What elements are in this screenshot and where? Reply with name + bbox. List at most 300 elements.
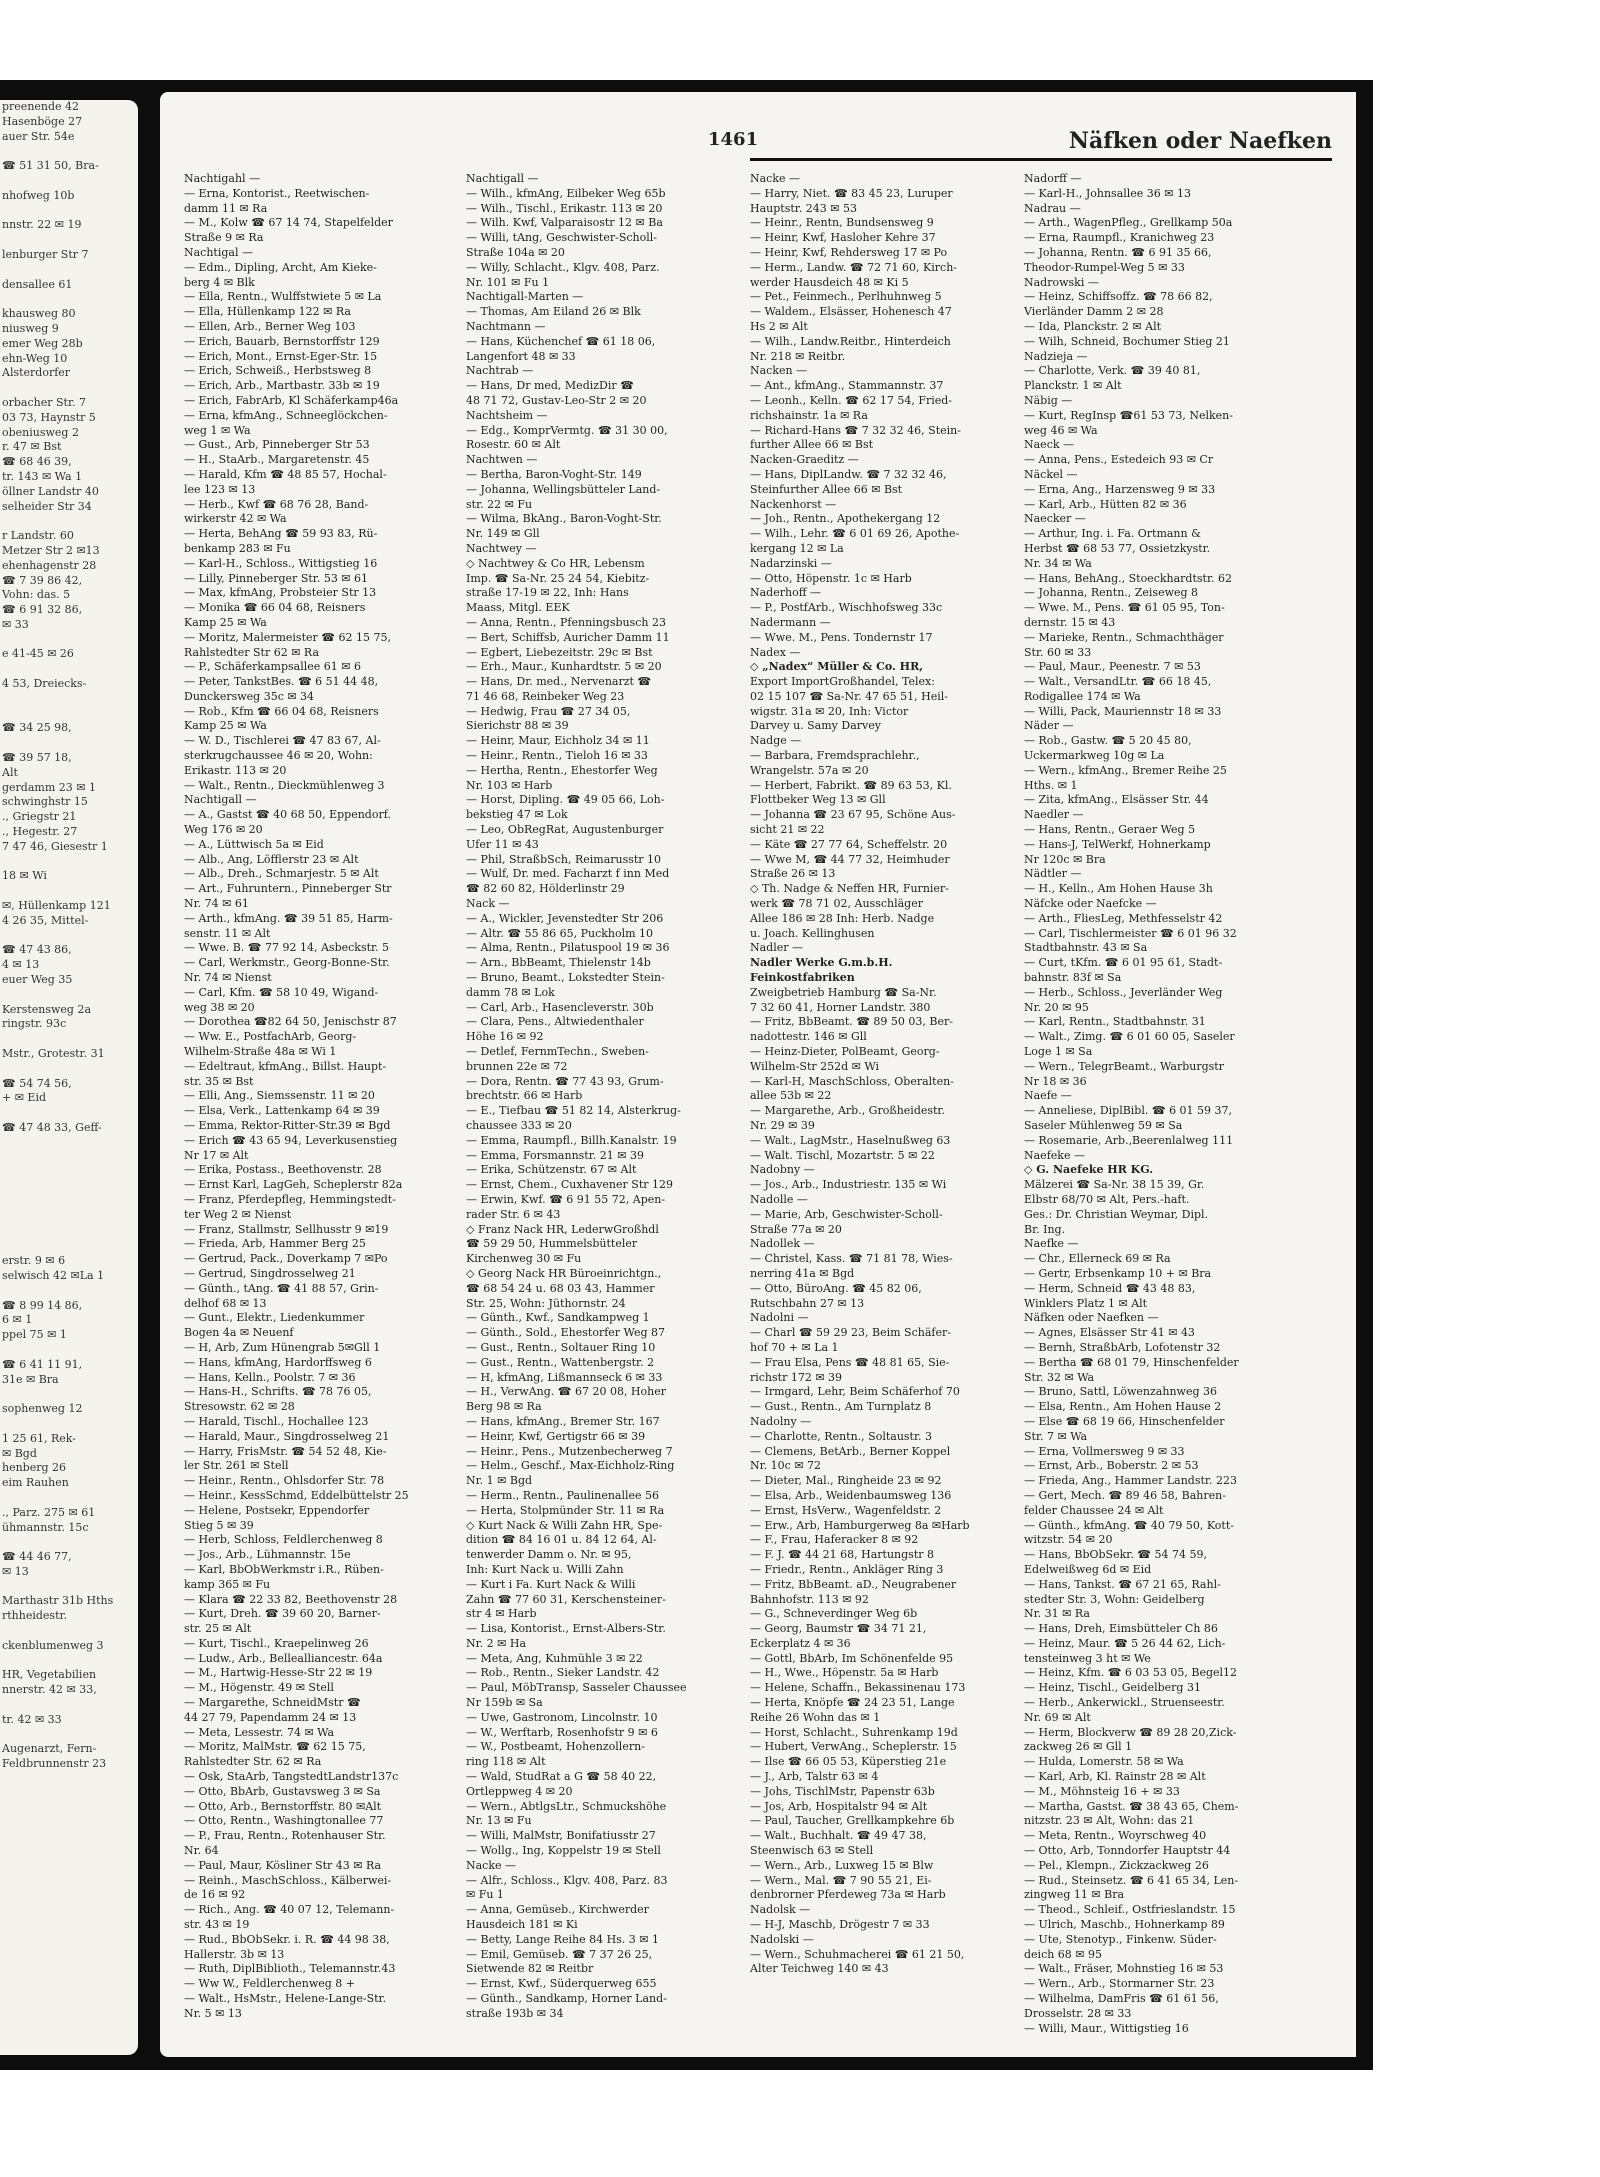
directory-line: Elbstr 68/70 ✉ Alt, Pers.-haft.: [1024, 1192, 1190, 1206]
directory-line: — Edeltraut, kfmAng., Billst. Haupt-: [184, 1059, 387, 1073]
directory-line: — Wilhelma, DamFris ☎ 61 61 56,: [1024, 1992, 1219, 2006]
directory-line: — Margarethe, SchneidMstr ☎: [184, 1696, 361, 1710]
directory-line: — E., Tiefbau ☎ 51 82 14, Alsterkrug-: [466, 1104, 681, 1118]
directory-line: ◇ Nachtwey & Co HR, Lebensm: [466, 556, 645, 570]
left-page-line: [0, 144, 138, 159]
left-page-line: r. 47 ✉ Bst: [2, 440, 62, 454]
left-page-line: Hasenböge 27: [2, 114, 83, 128]
directory-line: Darvey u. Samy Darvey: [750, 719, 881, 733]
directory-line: Nr. 64: [184, 1844, 219, 1858]
directory-line: — Dora, Rentn. ☎ 77 43 93, Grum-: [466, 1074, 664, 1088]
left-page-line: 31e ✉ Bra: [2, 1372, 59, 1386]
directory-line: Rosestr. 60 ✉ Alt: [466, 438, 561, 452]
directory-line: Theodor-Rumpel-Weg 5 ✉ 33: [1024, 260, 1185, 274]
directory-line: Zweigbetrieb Hamburg ☎ Sa-Nr.: [750, 985, 937, 999]
directory-line: Eckerplatz 4 ✉ 36: [750, 1636, 851, 1650]
directory-line: — Hans-J, TelWerkf, Hohnerkamp: [1024, 837, 1211, 851]
directory-line: — Erwin, Kwf. ☎ 6 91 55 72, Apen-: [466, 1192, 666, 1206]
directory-line: — Hulda, Lomerstr. 58 ✉ Wa: [1024, 1755, 1184, 1769]
directory-line: — Jos., Arb., Lühmannstr. 15e: [184, 1548, 351, 1562]
left-page-line: [0, 633, 138, 648]
directory-line: — Günth., kfmAng. ☎ 40 79 50, Kott-: [1024, 1518, 1234, 1532]
directory-line: — Rob., Kfm ☎ 66 04 68, Reisners: [184, 704, 379, 718]
directory-line: — Herm., Rentn., Paulinenallee 56: [466, 1488, 660, 1502]
directory-line: Nackenhorst —: [750, 497, 837, 511]
left-page-line: [0, 514, 138, 529]
directory-line: — P., Frau, Rentn., Rotenhauser Str.: [184, 1829, 386, 1843]
directory-line: — Walt., Rentn., Dieckmühlenweg 3: [184, 778, 385, 792]
directory-line: — Emma, Rektor-Ritter-Str.39 ✉ Bgd: [184, 1119, 391, 1132]
directory-line: — Heinr, Kwf, Rehdersweg 17 ✉ Po: [750, 245, 948, 259]
directory-line: Hallerstr. 3b ✉ 13: [184, 1947, 285, 1961]
directory-line: — Ella, Hüllenkamp 122 ✉ Ra: [184, 305, 351, 319]
directory-line: — Arthur, Ing. i. Fa. Ortmann &: [1024, 527, 1201, 541]
directory-line: — Heinz, Schiffsoffz. ☎ 78 66 82,: [1024, 290, 1213, 304]
directory-line: — Erich, Arb., Martbastr. 33b ✉ 19: [184, 379, 380, 393]
directory-line: Weg 176 ✉ 20: [184, 823, 263, 837]
directory-line: — Paul, Taucher, Grellkampkehre 6b: [750, 1814, 955, 1828]
directory-line: — Walt., Fräser, Mohnstieg 16 ✉ 53: [1024, 1962, 1224, 1976]
directory-line: — Karl-H., Johnsallee 36 ✉ 13: [1024, 186, 1192, 200]
directory-line: — Ant., kfmAng., Stammannstr. 37: [750, 379, 944, 393]
directory-line: — Horst, Schlacht., Suhrenkamp 19d: [750, 1725, 958, 1739]
directory-line: — Willy, Schlacht., Klgv. 408, Parz.: [466, 260, 660, 274]
directory-line: Loge 1 ✉ Sa: [1024, 1045, 1093, 1059]
running-title: Näfken oder Naefken: [1068, 128, 1332, 154]
directory-line: Naefke —: [1024, 1237, 1079, 1251]
directory-line: — Kurt, RegInsp ☎61 53 73, Nelken-: [1024, 408, 1233, 422]
directory-line: — Gertrud, Pack., Doverkamp 7 ✉Po: [184, 1252, 388, 1266]
directory-line: str. 25 ✉ Alt: [184, 1622, 252, 1636]
directory-line: — Emma, Forsmannstr. 21 ✉ 39: [466, 1148, 644, 1162]
directory-line: — Erich, Mont., Ernst-Eger-Str. 15: [184, 349, 378, 363]
directory-line: 48 71 72, Gustav-Leo-Str 2 ✉ 20: [466, 393, 647, 407]
directory-line: ter Weg 2 ✉ Nienst: [184, 1207, 292, 1221]
directory-line: Nr. 218 ✉ Reitbr.: [750, 349, 846, 363]
directory-line: Naecker —: [1024, 512, 1086, 526]
directory-line: — Anna, Gemüseb., Kirchwerder: [466, 1903, 649, 1917]
directory-line: — H., Kelln., Am Hohen Hause 3h: [1024, 882, 1213, 896]
directory-line: Bogen 4a ✉ Neuenf: [184, 1326, 294, 1340]
left-page-line: [0, 1698, 138, 1713]
directory-line: — Wern., kfmAng., Bremer Reihe 25: [1024, 763, 1227, 777]
directory-line: — Otto, Höpenstr. 1c ✉ Harb: [750, 571, 912, 585]
left-page-line: ☎ 54 74 56,: [2, 1076, 72, 1090]
directory-line: — Frau Elsa, Pens ☎ 48 81 65, Sie-: [750, 1355, 950, 1369]
directory-line: — Karl, BbObWerkmstr i.R., Rüben-: [184, 1562, 384, 1576]
directory-line: — Ernst Karl, LagGeh, Scheplerstr 82a: [184, 1178, 403, 1192]
directory-line: — Harald, Maur., Singdrosselweg 21: [184, 1429, 390, 1443]
directory-line: Nadollek —: [750, 1237, 815, 1251]
left-page-line: Alsterdorfer: [2, 366, 71, 380]
left-page-line: r Landstr. 60: [2, 529, 74, 543]
directory-line: — Franz, Stallmstr, Sellhusstr 9 ✉19: [184, 1222, 389, 1236]
directory-line: — Arth., WagenPfleg., Grellkamp 50a: [1024, 216, 1233, 230]
directory-line: Nachtigal —: [184, 245, 253, 259]
left-page-line: [0, 884, 138, 899]
directory-line: richshainstr. 1a ✉ Ra: [750, 408, 868, 422]
directory-line: — Wern., Schuhmacherei ☎ 61 21 50,: [750, 1947, 965, 1961]
directory-line: benkamp 283 ✉ Fu: [184, 541, 291, 555]
left-page-line: gerdamm 23 ✉ 1: [2, 780, 96, 794]
directory-line: — Ella, Rentn., Wulffstwiete 5 ✉ La: [184, 290, 382, 304]
directory-line: Export ImportGroßhandel, Telex:: [750, 675, 935, 689]
directory-line: — Carl, Tischlermeister ☎ 6 01 96 32: [1024, 926, 1237, 940]
left-page-line: ehn-Weg 10: [2, 351, 68, 365]
left-page-line: öllner Landstr 40: [2, 484, 99, 498]
left-page-line: Mstr., Grotestr. 31: [2, 1047, 105, 1060]
directory-line: — Hans, BehAng., Stoeckhardtstr. 62: [1024, 571, 1232, 585]
directory-line: — Wilh., Landw.Reitbr., Hinterdeich: [750, 334, 951, 348]
directory-line: — Wwe. B. ☎ 77 92 14, Asbeckstr. 5: [184, 941, 390, 955]
left-page-line: [0, 1535, 138, 1550]
directory-line: — M., Hartwig-Hesse-Str 22 ✉ 19: [184, 1666, 373, 1680]
directory-line: Zahn ☎ 77 60 31, Kerschensteiner-: [466, 1592, 666, 1606]
left-page-line: 1 25 61, Rek-: [2, 1431, 76, 1445]
directory-line: Straße 26 ✉ 13: [750, 867, 836, 881]
directory-line: — Ilse ☎ 66 05 53, Küperstieg 21e: [750, 1755, 947, 1769]
left-page-line: ringstr. 93c: [2, 1017, 67, 1031]
directory-line: — Hans, BbObSekr. ☎ 54 74 59,: [1024, 1548, 1207, 1562]
directory-line: — Karl, Rentn., Stadtbahnstr. 31: [1024, 1015, 1206, 1029]
directory-line: nerring 41a ✉ Bgd: [750, 1266, 855, 1280]
directory-line: — Günth., tAng. ☎ 41 88 57, Grin-: [184, 1281, 379, 1295]
directory-line: — Bruno, Sattl, Löwenzahnweg 36: [1024, 1385, 1217, 1399]
directory-line: — Margarethe, Arb., Großheidestr.: [750, 1104, 945, 1118]
left-page-line: selwisch 42 ✉La 1: [2, 1268, 105, 1282]
directory-line: — Arth., kfmAng. ☎ 39 51 85, Harm-: [184, 911, 393, 925]
directory-line: — Walt., HsMstr., Helene-Lange-Str.: [184, 1992, 387, 2006]
directory-line: — Franz, Pferdepfleg, Hemmingstedt-: [184, 1192, 396, 1206]
left-page-line: Marthastr 31b Hths: [2, 1594, 114, 1608]
directory-line: Nr. 103 ✉ Harb: [466, 778, 553, 792]
directory-line: — Rud., BbObSekr. i. R. ☎ 44 98 38,: [184, 1932, 390, 1946]
left-page-line: orbacher Str. 7: [2, 395, 86, 409]
directory-line: Nr. 149 ✉ Gll: [466, 527, 540, 541]
directory-line: — Georg, Baumstr ☎ 34 71 21,: [750, 1622, 927, 1636]
directory-line: — Heinr., Rentn., Ohlsdorfer Str. 78: [184, 1474, 385, 1488]
directory-line: — H., VerwAng. ☎ 67 20 08, Hoher: [466, 1385, 667, 1399]
directory-line: — Alb., Ang, Löfflerstr 23 ✉ Alt: [184, 852, 359, 866]
directory-line: — Elsa, Arb., Weidenbaumsweg 136: [750, 1488, 952, 1502]
directory-line: — M., Kolw ☎ 67 14 74, Stapelfelder: [184, 216, 393, 230]
left-page-line: 03 73, Haynstr 5: [2, 410, 96, 424]
left-page-line: ., Hegestr. 27: [2, 825, 78, 839]
directory-line: Berg 98 ✉ Ra: [466, 1400, 542, 1414]
directory-line: — Hans, Tankst. ☎ 67 21 65, Rahl-: [1024, 1577, 1221, 1591]
directory-line: — Hans, kfmAng, Hardorffsweg 6: [184, 1355, 372, 1369]
directory-line: Alter Teichweg 140 ✉ 43: [750, 1962, 889, 1976]
directory-line: — Gottl, BbArb, Im Schönenfelde 95: [750, 1651, 954, 1665]
directory-line: Feinkostfabriken: [750, 971, 855, 985]
directory-line: — Marieke, Rentn., Schmachthäger: [1024, 630, 1224, 644]
directory-line: ☎ 82 60 82, Hölderlinstr 29: [466, 882, 625, 896]
directory-line: — Zita, kfmAng., Elsässer Str. 44: [1024, 793, 1209, 807]
left-page-line: [0, 233, 138, 248]
directory-line: — Hertha, Rentn., Ehestorfer Weg: [466, 763, 658, 777]
directory-line: — Dorothea ☎82 64 50, Jenischstr 87: [184, 1015, 397, 1029]
directory-line: brunnen 22e ✉ 72: [466, 1059, 568, 1073]
directory-line: tensteinweg 3 ht ✉ We: [1024, 1651, 1151, 1665]
directory-line: — Heinr, Maur, Eichholz 34 ✉ 11: [466, 734, 650, 748]
directory-line: — Meta, Rentn., Woyrschweg 40: [1024, 1829, 1207, 1843]
left-page-line: [0, 1136, 138, 1151]
directory-line: richstr 172 ✉ 39: [750, 1370, 843, 1384]
left-page-line: 6 ✉ 1: [2, 1313, 33, 1327]
directory-line: — Jos., Arb., Industriestr. 135 ✉ Wi: [750, 1178, 947, 1192]
left-page-line: [0, 662, 138, 677]
directory-line: — A., Lüttwisch 5a ✉ Eid: [184, 837, 324, 851]
directory-line: Dunckersweg 35c ✉ 34: [184, 689, 315, 703]
directory-line: 02 15 107 ☎ Sa-Nr. 47 65 51, Heil-: [750, 689, 948, 703]
directory-line: Nadler —: [750, 941, 804, 955]
left-page-line: [0, 1180, 138, 1195]
directory-line: — Klara ☎ 22 33 82, Beethovenstr 28: [184, 1592, 398, 1606]
directory-line: u. Joach. Kellinghusen: [750, 926, 875, 940]
directory-line: tenwerder Damm o. Nr. ✉ 95,: [466, 1548, 632, 1562]
column-1: [184, 172, 449, 2052]
directory-line: — Anna, Pens., Estedeich 93 ✉ Cr: [1024, 453, 1214, 467]
directory-line: — M., Möhnsteig 16 + ✉ 33: [1024, 1784, 1180, 1798]
directory-line: Maass, Mitgl. EEK: [466, 601, 570, 615]
directory-line: Nacken —: [750, 364, 808, 378]
left-page-line: tr. 42 ✉ 33: [2, 1712, 62, 1726]
left-page-line: [0, 1239, 138, 1254]
left-page-line: ☎ 34 25 98,: [2, 721, 72, 735]
directory-line: — Willi, Pack, Mauriennstr 18 ✉ 33: [1024, 704, 1222, 718]
left-page-line: lenburger Str 7: [2, 247, 89, 261]
directory-line: — Betty, Lange Reihe 84 Hs. 3 ✉ 1: [466, 1932, 660, 1946]
directory-line: Nr. 74 ✉ 61: [184, 897, 249, 911]
directory-line: — Anna, Rentn., Pfenningsbusch 23: [466, 615, 666, 629]
left-page-line: ☎ 39 57 18,: [2, 751, 72, 765]
left-page-line: ☎ 47 48 33, Geff-: [2, 1120, 102, 1134]
left-page-line: ☎ 51 31 50, Bra-: [2, 159, 99, 173]
left-page-line: e 41-45 ✉ 26: [2, 647, 74, 661]
directory-line: — Else ☎ 68 19 66, Hinschenfelder: [1024, 1414, 1225, 1428]
directory-line: — Charl ☎ 59 29 23, Beim Schäfer-: [750, 1326, 951, 1340]
directory-line: — A., Gastst ☎ 40 68 50, Eppendorf.: [184, 808, 391, 822]
directory-line: — Wern., Mal. ☎ 7 90 55 21, Ei-: [750, 1873, 932, 1887]
left-page-line: densallee 61: [2, 277, 73, 291]
directory-line: — Theod., Schleif., Ostfrieslandstr. 15: [1024, 1903, 1236, 1917]
directory-line: — Bertha, Baron-Voght-Str. 149: [466, 467, 642, 481]
directory-line: Mälzerei ☎ Sa-Nr. 38 15 39, Gr.: [1024, 1178, 1205, 1192]
directory-line: — Wern., Arb., Stormarner Str. 23: [1024, 1977, 1215, 1991]
directory-line: Nr. 5 ✉ 13: [184, 2006, 242, 2020]
directory-line: — Gust., Rentn., Wattenbergstr. 2: [466, 1355, 655, 1369]
directory-line: — Horst, Dipling. ☎ 49 05 66, Loh-: [466, 793, 665, 807]
directory-line: Nr. 20 ✉ 95: [1024, 1000, 1089, 1014]
directory-line: Stieg 5 ✉ 39: [184, 1518, 254, 1532]
directory-line: Näckel —: [1024, 467, 1078, 481]
directory-line: senstr. 11 ✉ Alt: [184, 926, 271, 940]
directory-line: — Helene, Postsekr, Eppendorfer: [184, 1503, 370, 1517]
left-page-line: [0, 1343, 138, 1358]
directory-line: Nr. 31 ✉ Ra: [1024, 1607, 1090, 1621]
directory-line: — Willi, MalMstr, Bonifatiusstr 27: [466, 1829, 656, 1843]
directory-line: — Peter, TankstBes. ☎ 6 51 44 48,: [184, 675, 379, 689]
directory-line: — Erw., Arb, Hamburgerweg 8a ✉Harb: [750, 1518, 970, 1532]
directory-line: — Wald, StudRat a G ☎ 58 40 22,: [466, 1770, 657, 1784]
directory-line: — Erna, Ang., Harzensweg 9 ✉ 33: [1024, 482, 1216, 496]
directory-line: — Hans, Kelln., Poolstr. 7 ✉ 36: [184, 1370, 356, 1384]
directory-line: Nr. 13 ✉ Fu: [466, 1814, 532, 1828]
directory-line: 44 27 79, Papendamm 24 ✉ 13: [184, 1710, 357, 1724]
page-header: [160, 92, 1356, 156]
directory-line: — Günth., Sold., Ehestorfer Weg 87: [466, 1326, 666, 1340]
directory-line: — Bruno, Beamt., Lokstedter Stein-: [466, 971, 665, 985]
directory-line: — Walt., VersandLtr. ☎ 66 18 45,: [1024, 675, 1212, 689]
directory-line: — Barbara, Fremdsprachlehr.,: [750, 749, 920, 763]
left-page-line: [0, 1284, 138, 1299]
directory-line: 7 32 60 41, Horner Landstr. 380: [750, 1000, 931, 1014]
directory-line: deich 68 ✉ 95: [1024, 1947, 1103, 1961]
directory-line: — Hedwig, Frau ☎ 27 34 05,: [466, 704, 631, 718]
directory-line: — Heinr., KessSchmd, Eddelbüttelstr 25: [184, 1488, 409, 1502]
directory-line: — Phil, StraßbSch, Reimarusstr 10: [466, 852, 662, 866]
column-4: [1024, 172, 1334, 2052]
directory-line: — Marie, Arb, Geschwister-Scholl-: [750, 1207, 943, 1221]
directory-line: — Carl, Werkmstr., Georg-Bonne-Str.: [184, 956, 390, 970]
directory-line: — Heinz, Maur. ☎ 5 26 44 62, Lich-: [1024, 1636, 1226, 1650]
directory-line: Kamp 25 ✉ Wa: [184, 719, 267, 733]
directory-line: — Joh., Rentn., Apothekergang 12: [750, 512, 941, 526]
directory-line: — Rosemarie, Arb.,Beerenlalweg 111: [1024, 1133, 1234, 1147]
left-page-line: Augenarzt, Fern-: [2, 1742, 97, 1756]
directory-line: — Günth., Sandkamp, Horner Land-: [466, 1992, 667, 2006]
directory-line: Nr. 101 ✉ Fu 1: [466, 275, 550, 289]
left-page-line: niusweg 9: [2, 321, 59, 335]
directory-line: — Erich, Schweiß., Herbstsweg 8: [184, 364, 372, 378]
directory-line: — Meta, Ang, Kuhmühle 3 ✉ 22: [466, 1651, 643, 1665]
directory-line: — H., StaArb., Margaretenstr. 45: [184, 453, 370, 467]
left-page-line: ☎ 8 99 14 86,: [2, 1298, 83, 1312]
directory-line: — Ww W., Feldlerchenweg 8 +: [184, 1977, 355, 1991]
directory-line: Naedler —: [1024, 808, 1084, 822]
directory-line: — Alb., Dreh., Schmarjestr. 5 ✉ Alt: [184, 867, 379, 881]
directory-line: Erikastr. 113 ✉ 20: [184, 763, 287, 777]
left-page-line: henberg 26: [2, 1461, 67, 1475]
directory-line: — Heinz-Dieter, PolBeamt, Georg-: [750, 1045, 940, 1059]
directory-line: Nadorff —: [1024, 172, 1082, 185]
directory-line: — Carl, Kfm. ☎ 58 10 49, Wigand-: [184, 985, 379, 999]
directory-line: rader Str. 6 ✉ 43: [466, 1207, 561, 1221]
directory-line: — Uwe, Gastronom, Lincolnstr. 10: [466, 1710, 658, 1724]
directory-line: — Thomas, Am Eiland 26 ✉ Blk: [466, 305, 641, 319]
directory-line: — Charlotte, Rentn., Soltaustr. 3: [750, 1429, 933, 1443]
left-page-line: ckenblumenweg 3: [2, 1638, 104, 1652]
directory-line: Naefe —: [1024, 1089, 1072, 1103]
directory-line: Wrangelstr. 57a ✉ 20: [750, 763, 869, 777]
directory-line: — Wern., AbtlgsLtr., Schmuckshöhe: [466, 1799, 667, 1813]
left-page-line: emer Weg 28b: [2, 336, 83, 350]
left-page-line: selheider Str 34: [2, 499, 92, 513]
directory-line: — Waldem., Elsässer, Hohenesch 47: [750, 305, 952, 319]
left-page-text: [0, 100, 138, 1772]
directory-line: Nädtler —: [1024, 867, 1082, 881]
left-page-line: ehenhagenstr 28: [2, 558, 97, 572]
directory-line: — Herb, Schloss, Feldlerchenweg 8: [184, 1533, 383, 1547]
column-3: [750, 172, 1020, 2052]
directory-line: Uckermarkweg 10g ✉ La: [1024, 749, 1165, 763]
directory-line: — Johanna, Wellingsbütteler Land-: [466, 482, 661, 496]
directory-line: Nachtigall —: [184, 793, 257, 807]
directory-line: — F., Frau, Haferacker 8 ✉ 92: [750, 1533, 919, 1547]
directory-line: — Reinh., MaschSchloss., Kälberwei-: [184, 1873, 392, 1887]
left-page-line: [0, 1624, 138, 1639]
directory-line: — Erika, Postass., Beethovenstr. 28: [184, 1163, 382, 1177]
directory-line: Rahlstedter Str. 62 ✉ Ra: [184, 1755, 322, 1769]
directory-line: sterkrugchaussee 46 ✉ 20, Wohn:: [184, 749, 373, 763]
directory-line: Nr. 74 ✉ Nienst: [184, 971, 272, 985]
directory-line: — Hans, Dr med, MedizDir ☎: [466, 379, 634, 393]
directory-line: — Harald, Kfm ☎ 48 85 57, Hochal-: [184, 467, 387, 481]
directory-line: Nr. 10c ✉ 72: [750, 1459, 822, 1473]
directory-line: ◇ Kurt Nack & Willi Zahn HR, Spe-: [466, 1518, 663, 1532]
directory-line: zackweg 26 ✉ Gll 1: [1024, 1740, 1133, 1754]
directory-line: Steinfurther Allee 66 ✉ Bst: [750, 482, 903, 496]
directory-line: — Egbert, Liebezeitstr. 29c ✉ Bst: [466, 645, 653, 659]
directory-line: — Alfr., Schloss., Klgv. 408, Parz. 83: [466, 1873, 668, 1887]
directory-line: Stresowstr. 62 ✉ 28: [184, 1400, 295, 1414]
directory-line: — H-J, Maschb, Drögestr 7 ✉ 33: [750, 1918, 930, 1932]
directory-line: — Ww. E., PostfachArb, Georg-: [184, 1030, 357, 1044]
left-page-fragment: [0, 100, 138, 2055]
directory-line: straße 17-19 ✉ 22, Inh: Hans: [466, 586, 629, 600]
directory-line: — Hubert, VerwAng., Scheplerstr. 15: [750, 1740, 957, 1754]
page-number: 1461: [708, 129, 759, 150]
directory-line: — Erh., Maur., Kunhardtstr. 5 ✉ 20: [466, 660, 662, 674]
directory-line: — Art., Fuhruntern., Pinneberger Str: [184, 882, 392, 896]
directory-line: wirkerstr 42 ✉ Wa: [184, 512, 287, 526]
directory-line: Naefeke —: [1024, 1148, 1085, 1162]
directory-line: — Frieda, Arb, Hammer Berg 25: [184, 1237, 366, 1251]
directory-line: werder Hausdeich 48 ✉ Ki 5: [750, 275, 909, 289]
directory-line: Rutschbahn 27 ✉ 13: [750, 1296, 865, 1310]
directory-line: — Harry, FrisMstr. ☎ 54 52 48, Kie-: [184, 1444, 387, 1458]
directory-line: — Wilh., Lehr. ☎ 6 01 69 26, Apothe-: [750, 527, 960, 541]
left-page-line: ✉ 13: [2, 1564, 29, 1578]
directory-line: — Karl-H, MaschSchloss, Oberalten-: [750, 1074, 954, 1088]
directory-line: — Erna, Kontorist., Reetwischen-: [184, 186, 370, 200]
left-page-line: erstr. 9 ✉ 6: [2, 1254, 66, 1268]
directory-line: — Hans, Rentn., Geraer Weg 5: [1024, 823, 1196, 837]
directory-line: — Leo, ObRegRat, Augustenburger: [466, 823, 664, 837]
directory-line: wigstr. 31a ✉ 20, Inh: Victor: [750, 704, 909, 718]
directory-line: Ufer 11 ✉ 43: [466, 837, 539, 851]
directory-line: — Irmgard, Lehr, Beim Schäferhof 70: [750, 1385, 960, 1399]
directory-line: lee 123 ✉ 13: [184, 482, 256, 496]
directory-line: Nr. 34 ✉ Wa: [1024, 556, 1092, 570]
directory-line: — Walt., Buchhalt. ☎ 49 47 38,: [750, 1829, 927, 1843]
directory-line: — Erna, kfmAng., Schneeglöckchen-: [184, 408, 388, 422]
directory-line: — Walt. Tischl, Mozartstr. 5 ✉ 22: [750, 1148, 935, 1162]
directory-line: straße 193b ✉ 34: [466, 2006, 564, 2020]
directory-line: Winklers Platz 1 ✉ Alt: [1024, 1296, 1148, 1310]
directory-line: — Heinr., Rentn., Tieloh 16 ✉ 33: [466, 749, 648, 763]
directory-line: — A., Wickler, Jevenstedter Str 206: [466, 911, 664, 925]
directory-line: — Otto, Arb., Bernstorffstr. 80 ✉Alt: [184, 1799, 382, 1813]
directory-line: Planckstr. 1 ✉ Alt: [1024, 379, 1122, 393]
left-page-line: Metzer Str 2 ✉13: [2, 543, 100, 557]
directory-line: — Johanna, Rentn., Zeiseweg 8: [1024, 586, 1199, 600]
left-page-line: [0, 292, 138, 307]
directory-line: — Moritz, Malermeister ☎ 62 15 75,: [184, 630, 391, 644]
directory-line: — Wern., Arb., Luxweg 15 ✉ Blw: [750, 1858, 934, 1872]
directory-line: Kirchenweg 30 ✉ Fu: [466, 1252, 582, 1266]
directory-line: — Wern., TelegrBeamt., Warburgstr: [1024, 1059, 1224, 1073]
